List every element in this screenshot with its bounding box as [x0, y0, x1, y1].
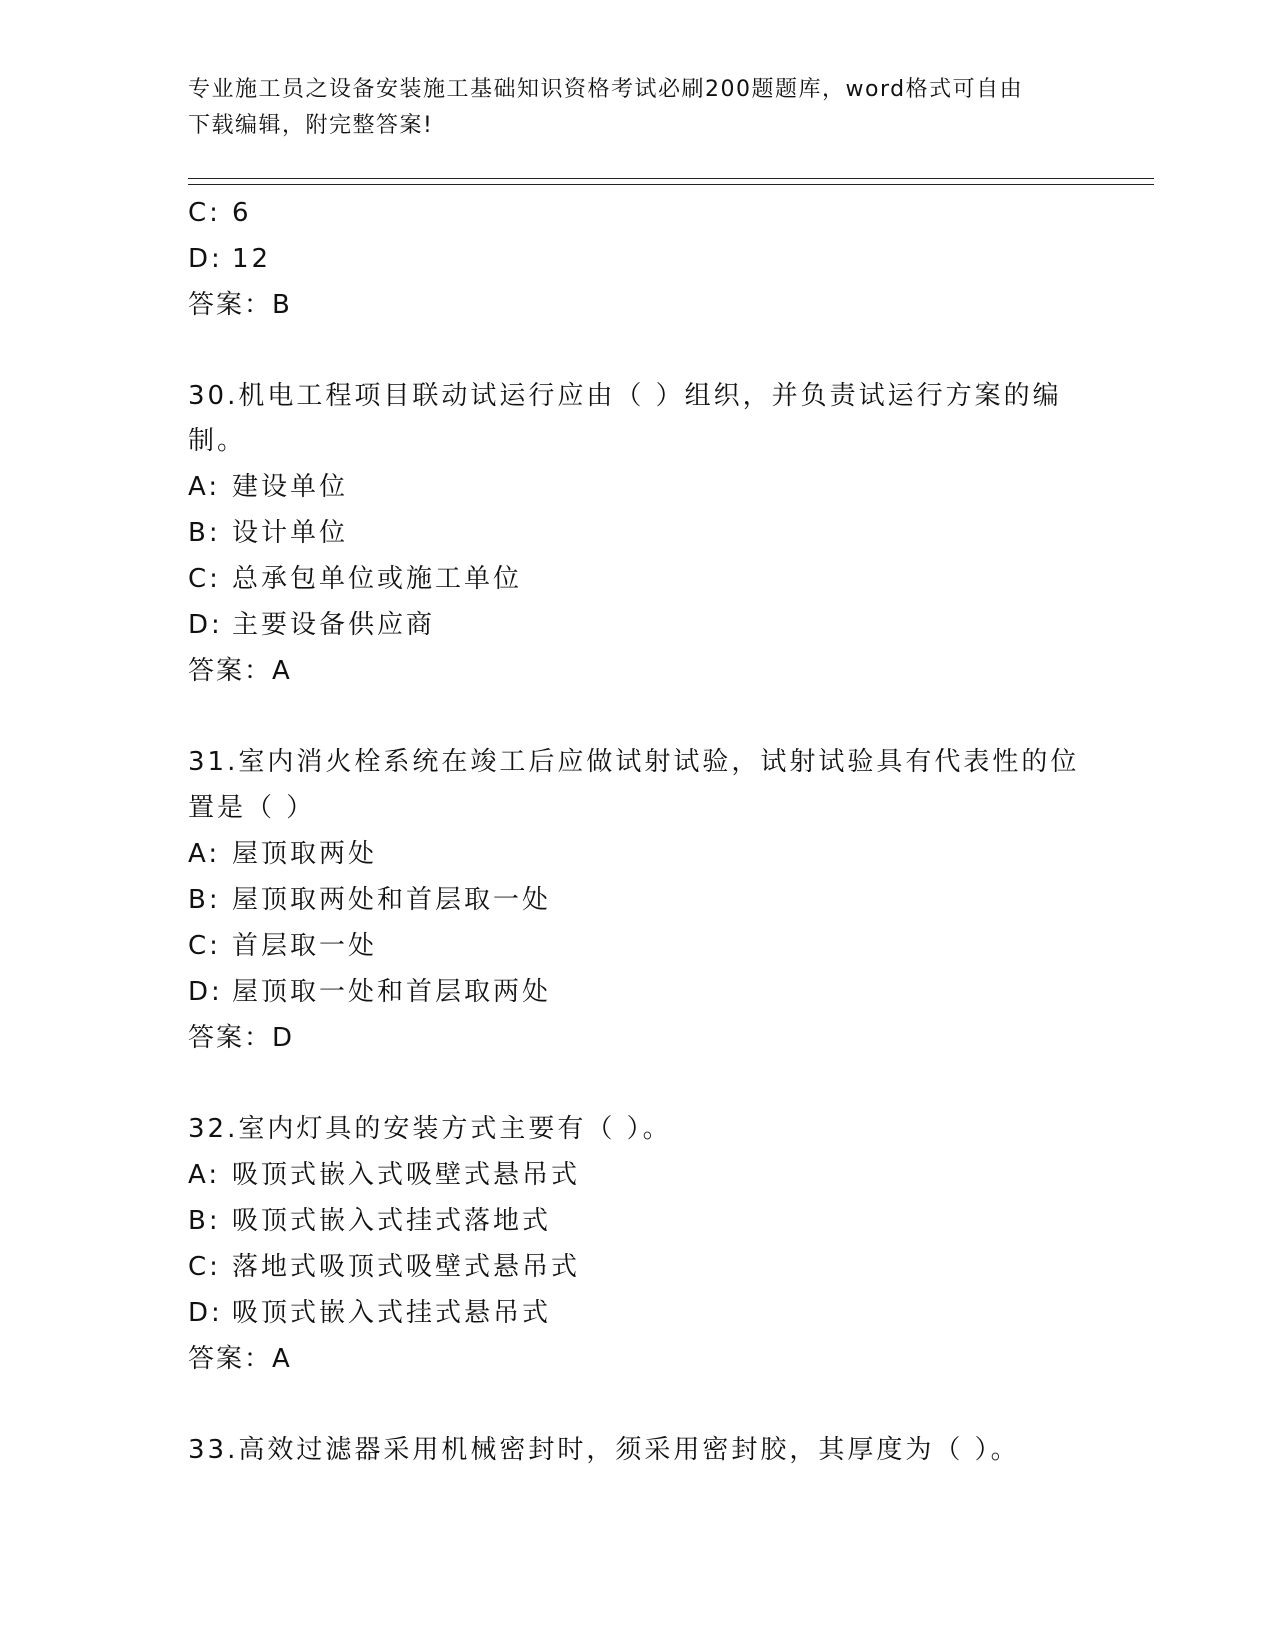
answer: 答案：A [188, 656, 292, 686]
header-line-1: 专业施工员之设备安装施工基础知识资格考试必刷200题题库，word格式可自由 [188, 77, 1024, 102]
option-b: B: 屋顶取两处和首层取一处 [188, 885, 552, 915]
option-a: A: 建设单位 [188, 472, 349, 502]
option-c: C: 6 [188, 198, 252, 228]
option-a: A: 吸顶式嵌入式吸壁式悬吊式 [188, 1160, 581, 1190]
answer: 答案：A [188, 1344, 292, 1374]
answer: 答案：D [188, 1023, 295, 1053]
question-stem: 33.高效过滤器采用机械密封时，须采用密封胶，其厚度为（ ）。 [188, 1435, 1020, 1465]
header-divider [188, 178, 1154, 179]
option-b: B: 吸顶式嵌入式挂式落地式 [188, 1206, 552, 1236]
option-b: B: 设计单位 [188, 518, 349, 548]
option-a: A: 屋顶取两处 [188, 839, 378, 869]
option-c: C: 首层取一处 [188, 931, 378, 961]
question-stem-continued: 置是（ ） [188, 793, 316, 823]
answer: 答案：B [188, 290, 292, 320]
question-stem: 32.室内灯具的安装方式主要有（ ）。 [188, 1114, 672, 1144]
header-line-2: 下载编辑，附完整答案! [188, 113, 434, 138]
question-stem: 31.室内消火栓系统在竣工后应做试射试验，试射试验具有代表性的位 [188, 747, 1080, 777]
question-stem-continued: 制。 [188, 426, 247, 456]
question-stem: 30.机电工程项目联动试运行应由（ ）组织，并负责试运行方案的编 [188, 381, 1062, 411]
option-d: D: 吸顶式嵌入式挂式悬吊式 [188, 1298, 552, 1328]
header-divider [188, 184, 1154, 185]
option-c: C: 总承包单位或施工单位 [188, 564, 523, 594]
document-header [188, 72, 1068, 144]
option-d: D: 屋顶取一处和首层取两处 [188, 977, 552, 1007]
option-c: C: 落地式吸顶式吸壁式悬吊式 [188, 1252, 581, 1282]
option-d: D: 主要设备供应商 [188, 610, 436, 640]
option-d: D: 12 [188, 244, 272, 274]
